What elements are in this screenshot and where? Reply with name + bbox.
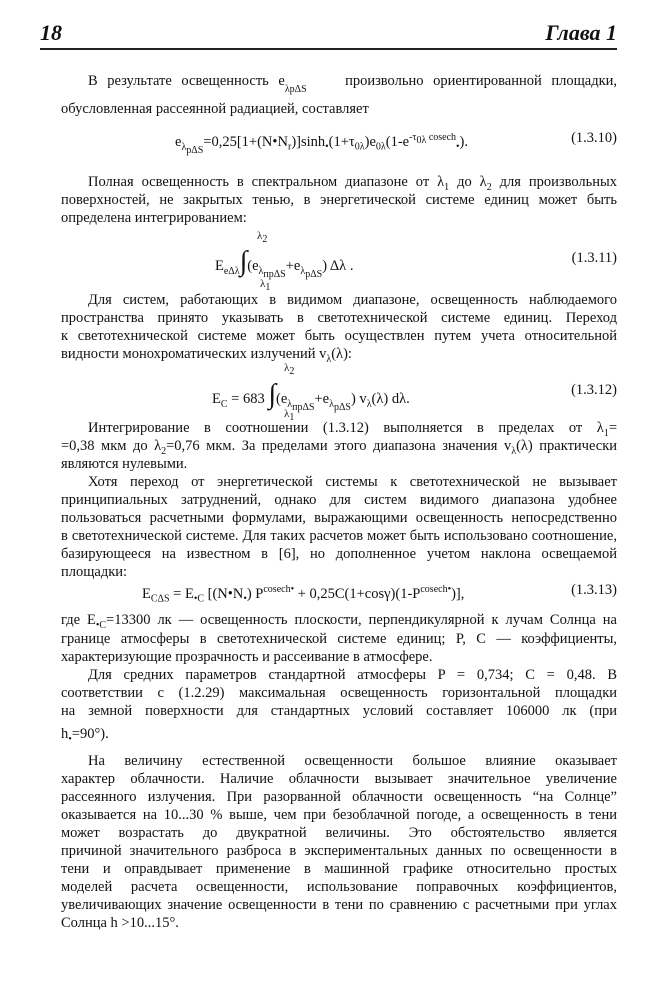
text-line: поверхностей, не закрытых тенью, в энергетической системе единиц может быть: [61, 192, 617, 208]
page-header: [40, 20, 617, 46]
text-line: пространства принято указывать в светотехнической системе единиц. Переход: [61, 310, 617, 326]
equation-number: (1.3.10): [571, 130, 617, 146]
text-line: характеризующие прозрачность и рассеивание в атмосфере.: [61, 649, 433, 665]
limit-upper: $\lambda_2$: [284, 362, 295, 378]
chapter-title: Глава 1: [545, 20, 617, 45]
text-line: определена интегрированием:: [61, 210, 247, 226]
text-line: Для систем, работающих в видимом диапазоне, освещенность наблюдаемого: [88, 292, 617, 308]
text-line: тени и оправдывает применение в машинной графике относительно простых: [61, 861, 617, 877]
text-line: являются нулевыми.: [61, 456, 188, 472]
equation-1-3-11: $E_{e\Delta\lambda}\int(e_{\lambda_{пр\Delta S}}+e_{\lambda_{p\Delta S}})$ Δλ .: [215, 246, 354, 280]
text-line: границе атмосферы в светотехнической системе единиц; P, C — коэффициенты,: [61, 631, 617, 647]
equation-1-3-12: $E_C = 683$ $\int(e_{\lambda_{пр\Delta S}}+e_{\lambda_{p\Delta S}})$ $v_\lambda(\lambda)$ dλ.: [212, 379, 410, 413]
text-line: к светотехнической системе может быть осуществлен путем учета относительной: [61, 328, 617, 344]
text-line: в светотехнической системе. Для таких расчетов может быть использовано соотношение,: [61, 528, 617, 544]
text-line: Полная освещенность в спектральном диапазоне от $\lambda_1$ до $\lambda_2$ для произвольных: [88, 174, 617, 193]
text-line: причиной значительного разброса в экспериментальных данных по освещенности в: [61, 843, 617, 859]
equation-number: (1.3.13): [571, 582, 617, 598]
limit-lower: $\lambda_1$: [260, 278, 271, 294]
text-line: площадки:: [61, 564, 128, 580]
text-line: видности монохроматических излучений $v_\lambda(\lambda)$:: [61, 346, 352, 365]
text-line: В результате освещенность $e_{_{\lambda p\Delta S}}$ произвольно ориентированной площадки,: [88, 73, 617, 95]
text-line: $h_•=90^\circ$).: [61, 726, 109, 745]
text-line: соответствии с (1.2.29) максимальная освещенность горизонтальной площадки: [61, 685, 617, 701]
equation-1-3-13: $E_{C\Delta S} = E_{•C}$ $[(N•N_•) P^{cosech•} + 0,25C(1+\cos\gamma)(1-P^{cosech•})]$,: [142, 584, 465, 605]
equation-1-3-10: $e_{\lambda_{p\Delta S}}=0,25[1+(N•N_r)]\sinh_•(1+\tau_{0\lambda})e_{0\lambda}(1-e^{-\tau_{0\lambda} cosech}_•)$.: [175, 132, 469, 156]
text-line: принципиальных затруднений, однако для систем видимого диапазона удобнее: [61, 492, 617, 508]
page-number: 18: [40, 20, 62, 45]
text-line: где $E_{•C}=13300$ лк — освещенность плоскости, перпендикулярной к лучам Солнца на: [61, 612, 617, 631]
text-line: базирующееся на известном в [6], но дополненное учетом наклона освещаемой: [61, 546, 617, 562]
text-line: Хотя переход от энергетической системы к светотехнической не вызывает: [88, 474, 617, 490]
equation-number: (1.3.12): [571, 382, 617, 398]
text-line: Для средних параметров стандартной атмосферы P = 0,734; C = 0,48. В: [88, 667, 617, 683]
text-line: рассеянного излучения. При разорванной облачности освещенность “на Солнце”: [61, 789, 617, 805]
text-line: характер облачности. Наличие облачности вызывает значительное увеличение: [61, 771, 617, 787]
text-line: оказывается на 10...30 % выше, чем при безоблачной погоде, а освещенность в тени: [61, 807, 617, 823]
limit-upper: $\lambda_2$: [257, 230, 268, 246]
header-rule: [40, 48, 617, 50]
text-line: увеличивающих значение освещенности в тени по сравнению с расчетными при углах: [61, 897, 617, 913]
text-line: обусловленная рассеянной радиацией, составляет: [61, 101, 369, 117]
text-line: Интегрирование в соотношении (1.3.12) выполняется в пределах от $\lambda_1=$: [88, 420, 617, 439]
text-line: =0,38 мкм до $\lambda_2=0,76$ мкм. За пределами этого диапазона значения $v_\lambda(\lambda)$ практически: [61, 438, 617, 457]
text-line: На величину естественной освещенности большое влияние оказывает: [88, 753, 617, 769]
equation-number: (1.3.11): [571, 250, 617, 266]
text-line: пользоваться расчетными формулами, выражающими освещенность непосредственно: [61, 510, 617, 526]
text-line: на земной поверхности для стандартных условий составляет 106000 лк (при: [61, 703, 617, 719]
text-line: Солнца h >10...15°.: [61, 915, 179, 931]
limit-lower: $\lambda_1$: [284, 408, 295, 424]
text-line: моделей расчета освещенности, использование поправочных коэффициентов,: [61, 879, 617, 895]
text-line: может возрастать до двукратной величины. Это обстоятельство является: [61, 825, 617, 841]
